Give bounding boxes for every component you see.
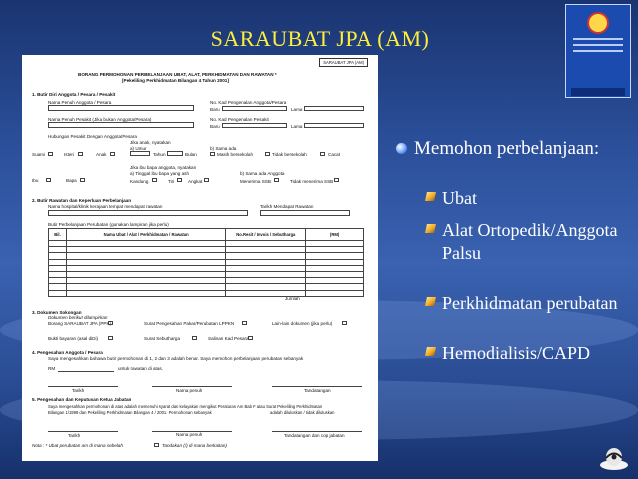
label: Isteri [64, 152, 74, 157]
checkbox[interactable] [78, 152, 83, 156]
label: Lama [291, 124, 303, 129]
form-note-2: Tandakan (/) di mana berkaitan) [162, 443, 227, 448]
label: Surat Pengesahan Pakar/Perubatan LPPKN [144, 321, 235, 326]
label: Cacat [328, 152, 341, 157]
checkbox[interactable] [204, 178, 209, 182]
col-amount: (RM) [306, 229, 364, 241]
name-member-field[interactable] [48, 105, 194, 111]
label: Tidak bersekolah [272, 152, 307, 157]
label: b) Sama ada Anggota [240, 171, 285, 176]
form-document [22, 55, 378, 461]
ic-new-field[interactable] [222, 106, 287, 111]
label: Butir Perbelanjaan Perubatan (gunakan lampiran jika perlu) [48, 222, 169, 227]
label: Saya mengesahkan bahawa butir permohonan di 1, 2 dan 3 adalah benar. Saya memohon perbelanjaan perubatan sebanyak [48, 356, 304, 361]
sub-bullet-icon [425, 192, 436, 201]
bullet-icon [396, 143, 407, 154]
checkbox[interactable] [46, 178, 51, 182]
label: Tidak menerima SSB [290, 179, 334, 184]
label: Baru [210, 124, 220, 129]
bullet-item: Ubat [426, 187, 477, 210]
label: Lama [291, 107, 303, 112]
sub-bullet-icon [425, 347, 436, 356]
checkbox[interactable] [248, 336, 253, 340]
thumb-line [573, 44, 623, 46]
label: RM [48, 366, 56, 371]
checkbox[interactable] [108, 321, 113, 325]
treatment-date-field[interactable] [260, 210, 350, 216]
label: Saya mengesahkan permohonan di atas adalah memenuhi syarat dan kelayakan mengikut Peraturan Am Bab F atau Surat Pekeliling Perkhidmatan [48, 404, 323, 409]
form-code: SARAUBAT JPA (AM) [319, 58, 368, 67]
sub-bullet-icon [425, 224, 436, 233]
label: Bulan [185, 152, 197, 157]
label: Jika anak, nyatakan [130, 140, 171, 145]
document-thumbnail [565, 4, 631, 98]
bullet-heading: Memohon perbelanjaan: [396, 137, 599, 161]
section-5-heading: 5. Pengesahan dan Keputusan Ketua Jabatan [32, 397, 132, 402]
label: Suami [32, 152, 46, 157]
checkbox[interactable] [334, 178, 339, 182]
thumb-line [573, 50, 623, 52]
signature-line [48, 431, 118, 432]
bullet-item: Hemodialisis/CAPD [426, 342, 590, 365]
label: Hubungan Pesakit Dengan Anggota/Pesara [48, 134, 137, 139]
label: Nama hospital/klinik kerajaan tempat mendapat rawatan [48, 204, 163, 209]
form-subtitle: [Pekeliling Perkhidmatan Bilangan 4 Tahun 2001] [122, 78, 229, 83]
label: Dokumen berikut dilampirkan [48, 315, 108, 320]
ic-old-field[interactable] [304, 106, 364, 111]
name-patient-field[interactable] [48, 122, 194, 128]
table-row [49, 290, 364, 296]
label: Tiri [168, 179, 175, 184]
signature-line [152, 386, 232, 387]
table-cell[interactable] [306, 290, 364, 296]
label: Ibu [32, 178, 39, 183]
label: No. Kad Pengenalan Pesakit [210, 117, 269, 122]
label: Nama Penuh Pesakit (Jika bukan Anggota/Pesara) [48, 117, 152, 122]
signature-line [272, 386, 362, 387]
label: No. Kad Pengenalan Anggota/Pesara [210, 100, 287, 105]
checkbox[interactable] [152, 178, 157, 182]
expense-table [48, 228, 364, 297]
label: Borang SARAUBAT JPA (PPK) [48, 321, 112, 326]
amount-line[interactable] [58, 371, 114, 372]
slide-title: SARAUBAT JPA (AM) [210, 26, 430, 51]
crest-icon [587, 12, 609, 34]
checkbox[interactable] [265, 152, 270, 156]
checkbox[interactable] [274, 178, 279, 182]
label: Bilangan 1/1998 dan Pekeliling Perkhidmatan Bilangan 4 / 2001. Permohonan sebanyak [48, 410, 212, 415]
label: b) Sama ada [210, 146, 237, 151]
label: Baru [210, 107, 220, 112]
checkbox[interactable] [110, 152, 115, 156]
label: Tandatangan [304, 388, 331, 393]
label: Tarikh [68, 433, 81, 438]
signature-line [272, 431, 362, 432]
form-note: Nota : * Ubat perubatan am di mana sebelah [32, 443, 123, 448]
label: Jika ibu bapa anggota, nyatakan [130, 165, 197, 170]
section-4-heading: 4. Pengesahan Anggota / Pesara [32, 350, 103, 355]
label: Tarikh Mendapat Rawatan [260, 204, 314, 209]
label: Angkat [188, 179, 203, 184]
thumb-line [573, 38, 623, 40]
label: Bukti bayaran (asal diDi) [48, 336, 99, 341]
col-receipt: No.Resit / Invois / Sebutharga [226, 229, 306, 241]
label: Kandung [130, 179, 149, 184]
checkbox[interactable] [242, 321, 247, 325]
checkbox[interactable] [48, 152, 53, 156]
checkbox[interactable] [177, 178, 182, 182]
checkbox[interactable] [210, 152, 215, 156]
label: adalah diluluskan / tidak diluluskan [270, 410, 335, 415]
label: Tahun [153, 152, 166, 157]
label: a) Tinggal ibu bapa yang ash [130, 171, 189, 176]
bullet-item: Alat Ortopedik/Anggota Palsu [426, 219, 636, 265]
checkbox [154, 443, 159, 447]
table-cell[interactable] [49, 290, 67, 296]
total-label: Jumlah [285, 296, 300, 301]
label: Anak [96, 152, 107, 157]
age-year-field[interactable] [130, 151, 150, 156]
checkbox[interactable] [320, 152, 325, 156]
label: Salinan Kad Pesara [208, 336, 249, 341]
label: Masih bersekolah [217, 152, 254, 157]
label: untuk rawatan di atas. [118, 366, 163, 371]
bullet-item: Perkhidmatan perubatan [426, 292, 626, 315]
col-no: Bil. [49, 229, 67, 241]
label: Lain-lain dokumen (jika perlu) [272, 321, 333, 326]
ic-patient-new-field[interactable] [222, 123, 287, 128]
signature-line [48, 386, 118, 387]
table-cell[interactable] [66, 290, 225, 296]
label: Tandatangan dan cop jabatan [284, 433, 345, 438]
hospital-field[interactable] [48, 210, 248, 216]
checkbox[interactable] [108, 336, 113, 340]
thumb-bar [571, 88, 625, 96]
label: Tarikh [72, 388, 85, 393]
label: Menerima SSB [240, 179, 271, 184]
col-item: Nama Ubat / Alat / Perkhidmatan / Rawatan [66, 229, 225, 241]
form-title: BORANG PERMOHONAN PERBELANJAAN UBAT, ALAT, PERKHIDMATAN DAN RAWATAN * [78, 72, 277, 77]
sub-bullet-icon [425, 297, 436, 306]
section-1-heading: 1. Butir Diri Anggota / Pesara / Pesakit [32, 92, 116, 97]
checkbox[interactable] [192, 336, 197, 340]
section-2-heading: 2. Butir Rawatan dan Keperluan Perbelanjaan [32, 198, 132, 203]
label: Nama penuh [176, 388, 203, 393]
checkbox[interactable] [80, 178, 85, 182]
label: a) Umur [130, 146, 147, 151]
agency-logo-icon [598, 443, 630, 471]
section-3-heading: 3. Dokumen Sokongan [32, 310, 82, 315]
label: Nama Penuh Anggota / Pesara [48, 100, 112, 105]
ic-patient-old-field[interactable] [304, 123, 364, 128]
label: Surat Sebutharga [144, 336, 181, 341]
checkbox[interactable] [342, 321, 347, 325]
label: Bapa [66, 178, 77, 183]
label: Nama penuh [176, 432, 203, 437]
age-month-field[interactable] [167, 151, 183, 156]
